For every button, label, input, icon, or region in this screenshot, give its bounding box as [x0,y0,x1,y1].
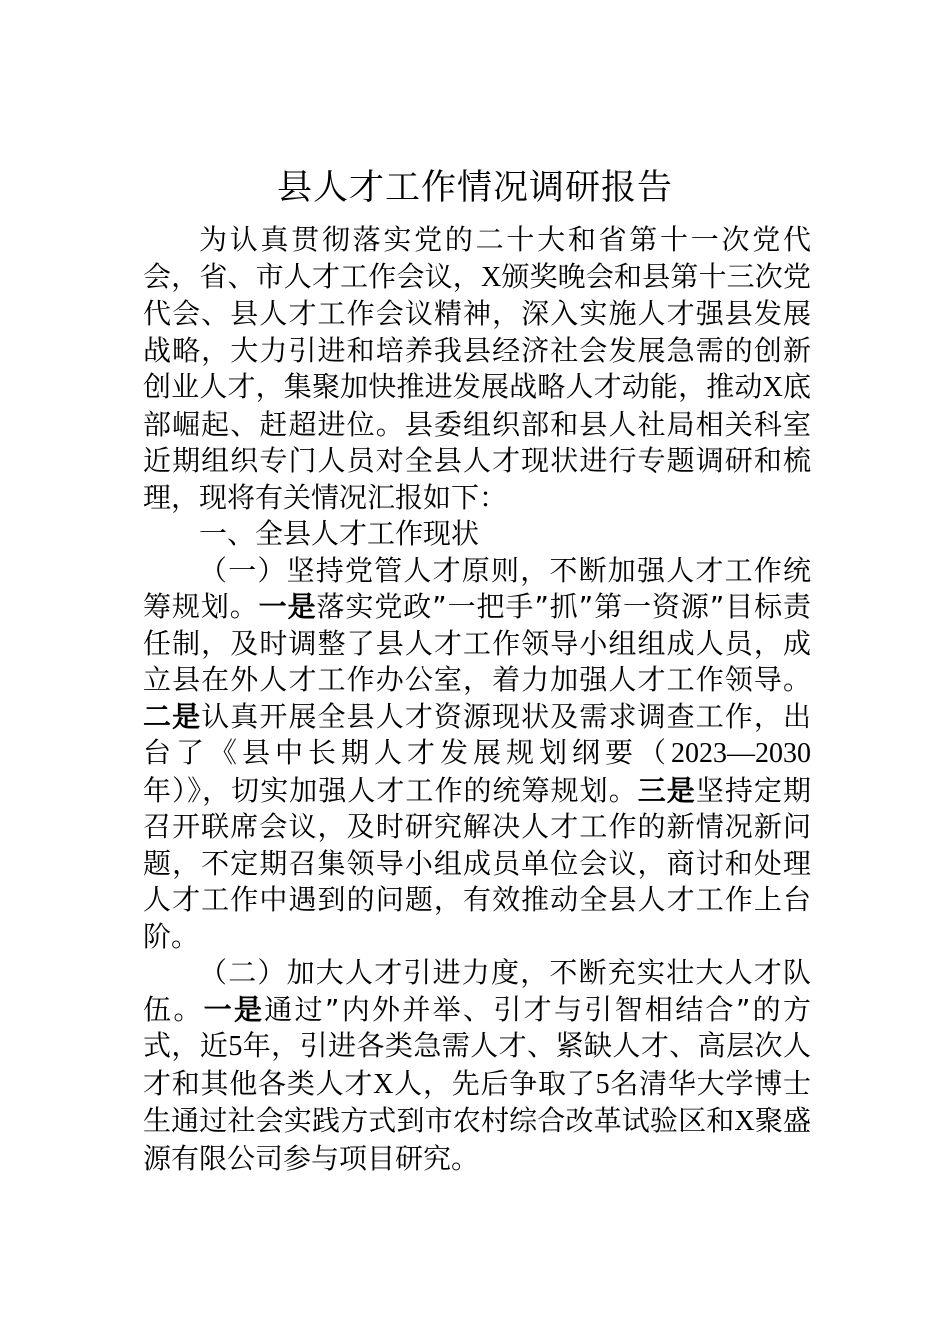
paragraph-text: X [762,372,783,403]
paragraph-text: 人，先后争取了 [393,1066,596,1100]
paragraph-text: 认真开展全县人才资源现状及需求调查工作，出台了《县中长期人才发展规划纲要（ [143,699,811,769]
paragraph-text: X [373,1068,394,1100]
paragraph-text: 5 [595,1068,610,1100]
document-body [143,222,811,1177]
paragraph-text: 年）》，切实加强人才工作的统筹规划。 [143,773,638,807]
paragraph-text: 坚持定期召开联席会议，及时研究解决人才工作的新情况新问题，不定期召集领导小组成员单位会议，商讨和处理人才工作中遇到的问题，有效推动全县人才工作上台阶。 [143,773,811,953]
paragraph [143,553,811,956]
bold-lead-text: 一是 [258,590,317,623]
paragraph-text: （二）加大人才引进力度，不断充实壮大人才队伍。 [143,956,811,1026]
paragraph [143,955,811,1177]
paragraph-text: 年，引进各类急需人才、紧缺人才、高层次人才和其他各类人才 [143,1029,811,1100]
paragraph-text: 为认真贯彻落实党的二十大和省第十一次党代会，省、市人才工作会议， [143,223,811,293]
paragraph-text: 颁奖晚会和县第十三次党代会、县人才工作会议精神，深入实施人才强县发展战略，大力引进和培养我县经济社会发展急需的创新创业人才，集聚加快推进发展战略人才动能，推动 [143,259,811,403]
paragraph-text: 底部崛起、赶超进位。县委组织部和县人社局相关科室近期组织专门人员对全县人才现状进行专题调研和梳理，现将有关情况汇报如下： [143,370,811,514]
paragraph-text: 落实党政”一把手”抓”第一资源”目标责任制，及时调整了县人才工作领导小组组成人员，成立县在外人才工作办公室，着力加强人才工作领导。 [143,590,811,696]
paragraph-text: （一）坚持党管人才原则，不断加强人才工作统筹规划。 [143,553,811,623]
paragraph-text: 2023—2030 [671,738,811,769]
paragraph-text: 名清华大学博士生通过社会实践方式到市农村综合改革试验区和 [143,1066,811,1137]
bold-lead-text: 一是 [203,992,265,1026]
bold-lead-text: 二是 [143,699,202,733]
paragraph-text: X [480,261,502,293]
bold-lead-text: 三是 [637,773,696,807]
paragraph-text: 一、全县人才工作现状 [199,517,480,550]
paragraph-text: 5 [228,1031,243,1062]
document-title: 县人才工作情况调研报告 [276,168,673,208]
paragraph [143,516,811,553]
paragraph-text: 通过”内外并举、引才与引智相结合”的方式，近 [143,992,811,1062]
paragraph [143,222,811,516]
paragraph-text: 聚盛源有限公司参与项目研究。 [143,1104,811,1175]
paragraph-text: X [734,1106,755,1137]
